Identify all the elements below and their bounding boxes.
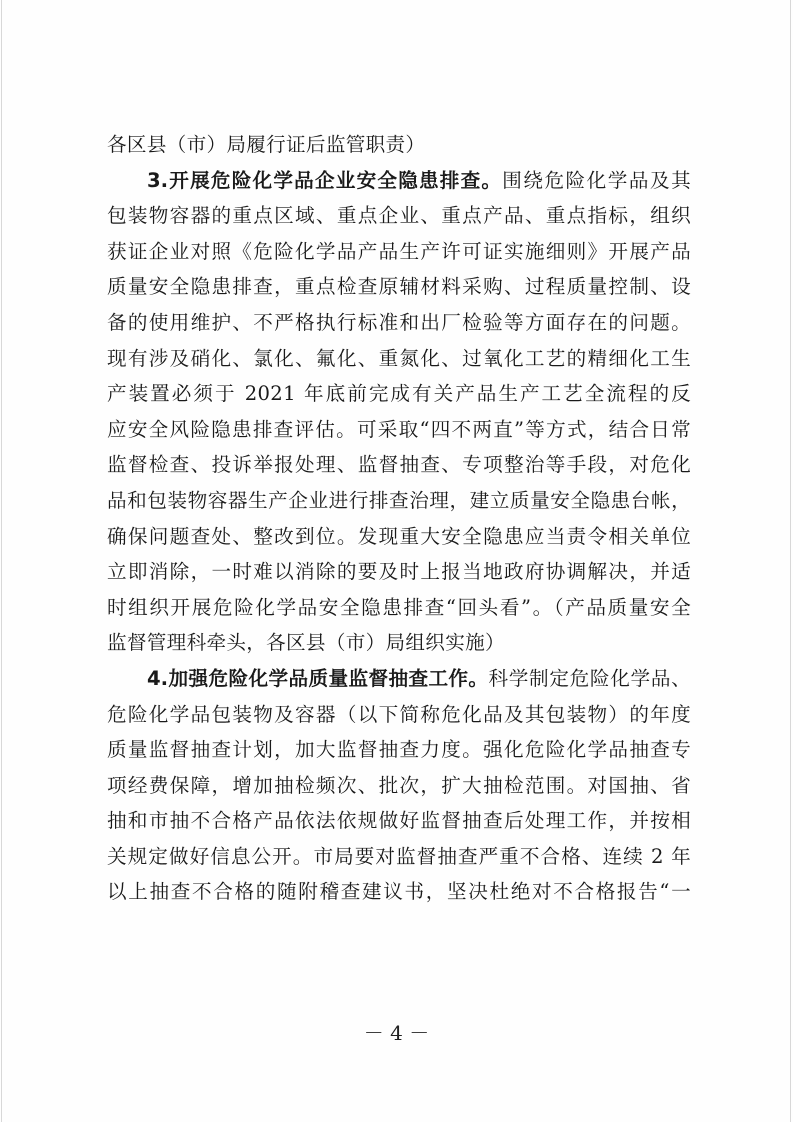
text-line: 以上抽查不合格的随附稽查建议书，坚决杜绝对不合格报告“一 <box>107 880 691 904</box>
paragraph-heading-line <box>107 163 691 199</box>
text-line: 产装置必须于 2021 年底前完成有关产品生产工艺全流程的反 <box>107 382 691 406</box>
text-line: 时组织开展危险化学品安全隐患排查“回头看”。（产品质量安全 <box>107 595 691 619</box>
text-line: 监督检查、投诉举报处理、监督抽查、专项整治等手段，对危化 <box>107 453 691 477</box>
text-line: 确保问题查处、整改到位。发现重大安全隐患应当责令相关单位 <box>107 524 691 548</box>
text-line: 备的使用维护、不严格执行标准和出厂检验等方面存在的问题。 <box>107 310 691 334</box>
text-line: 质量监督抽查计划，加大监督抽查力度。强化危险化学品抽查专 <box>107 738 691 762</box>
text-line: 质量安全隐患排查，重点检查原辅材料采购、过程质量控制、设 <box>107 275 691 299</box>
text-line: 获证企业对照《危险化学品产品生产许可证实施细则》开展产品 <box>107 239 691 263</box>
text-line: 现有涉及硝化、氯化、氟化、重氮化、过氧化工艺的精细化工生 <box>107 346 691 370</box>
paragraph-heading-line <box>107 661 691 697</box>
section-heading-4: 4.加强危险化学品质量监督抽查工作。 <box>147 666 489 690</box>
scan-edge-left <box>1 0 2 1122</box>
section-heading-3: 3.开展危险化学品企业安全隐患排查。 <box>147 168 503 192</box>
text-line: 应安全风险隐患排查评估。可采取“四不两直”等方式，结合日常 <box>107 417 691 441</box>
text-line: 科学制定危险化学品、 <box>488 666 691 690</box>
scan-edge-right <box>790 0 791 1122</box>
text-line: 监督管理科牵头，各区县（市）局组织实施） <box>107 631 505 655</box>
document-body <box>107 127 691 910</box>
text-line: 品和包装物容器生产企业进行排查治理，建立质量安全隐患台帐， <box>107 488 691 512</box>
text-line: 关规定做好信息公开。市局要对监督抽查严重不合格、连续 2 年 <box>107 844 691 868</box>
page-number: － 4 － <box>363 1021 430 1045</box>
text-line: 各区县（市）局履行证后监管职责） <box>107 133 426 156</box>
text-line: 项经费保障，增加抽检频次、批次，扩大抽检范围。对国抽、省 <box>107 773 691 797</box>
text-line: 立即消除，一时难以消除的要及时上报当地政府协调解决，并适 <box>107 560 691 584</box>
text-line: 危险化学品包装物及容器（以下简称危化品及其包装物）的年度 <box>107 702 691 726</box>
text-line: 抽和市抽不合格产品依法依规做好监督抽查后处理工作，并按相 <box>107 809 691 833</box>
text-line: 围绕危险化学品及其 <box>502 168 691 192</box>
text-line: 包装物容器的重点区域、重点企业、重点产品、重点指标，组织 <box>107 204 691 228</box>
